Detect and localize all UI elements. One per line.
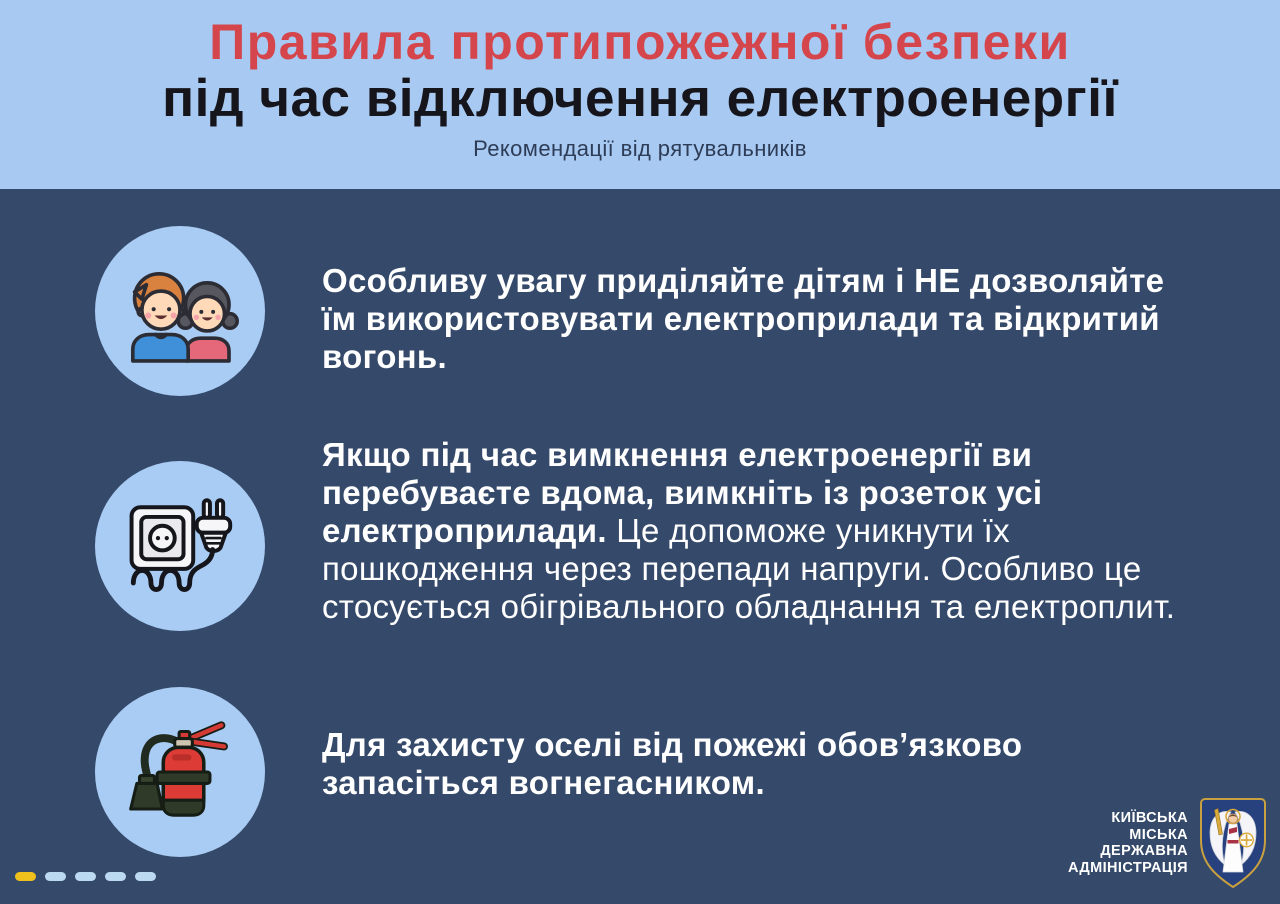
tip-text-socket bbox=[322, 436, 1194, 626]
kmda-logo-line-2: МІСЬКА bbox=[1129, 826, 1188, 843]
kmda-shield-emblem-icon bbox=[1200, 798, 1266, 888]
tip-text-socket-bold: Якщо під час вимкнення електроенергії ви перебуваєте вдома, вимкніть із розеток усі електроприлади. bbox=[322, 436, 1043, 549]
tip-icon-circle-children bbox=[95, 226, 265, 396]
pagination-dot bbox=[105, 872, 126, 881]
tip-text-socket-regular: Це допоможе уникнути їх пошкодження через перепади напруги. Особливо це стосується обігрівального обладнання та електроплит. bbox=[322, 512, 1176, 625]
tip-text-children-bold: Особливу увагу приділяйте дітям і НЕ дозволяйте їм використовувати електроприлади та відкритий вогонь. bbox=[322, 262, 1165, 375]
socket-plug-icon bbox=[121, 493, 239, 599]
pagination-dots bbox=[15, 872, 156, 881]
subtitle: Рекомендації від рятувальників bbox=[473, 135, 807, 161]
pagination-dot bbox=[75, 872, 96, 881]
header-banner bbox=[0, 0, 1280, 189]
pagination-dot bbox=[45, 872, 66, 881]
kmda-logo-line-1: КИЇВСЬКА bbox=[1111, 810, 1188, 826]
tip-icon-circle-extinguisher bbox=[95, 687, 265, 857]
kmda-logo-line-3: ДЕРЖАВНА bbox=[1100, 843, 1188, 859]
pagination-dot-active bbox=[15, 872, 36, 881]
title-line-2: під час відключення електроенергії bbox=[162, 69, 1118, 128]
fire-extinguisher-icon bbox=[121, 717, 239, 827]
kmda-logo-line-4: АДМІНІСТРАЦІЯ bbox=[1067, 859, 1188, 876]
kmda-logo bbox=[1068, 798, 1266, 888]
kmda-logo-text bbox=[1068, 810, 1188, 876]
pagination-dot bbox=[135, 872, 156, 881]
tip-icon-circle-socket bbox=[95, 461, 265, 631]
tip-text-extinguisher bbox=[322, 726, 1194, 802]
tip-text-extinguisher-bold: Для захисту оселі від пожежі обов’язково запасіться вогнегасником. bbox=[322, 726, 1023, 801]
tip-text-children bbox=[322, 262, 1194, 376]
children-icon bbox=[121, 259, 239, 363]
title-line-1: Правила протипожежної безпеки bbox=[209, 14, 1071, 70]
